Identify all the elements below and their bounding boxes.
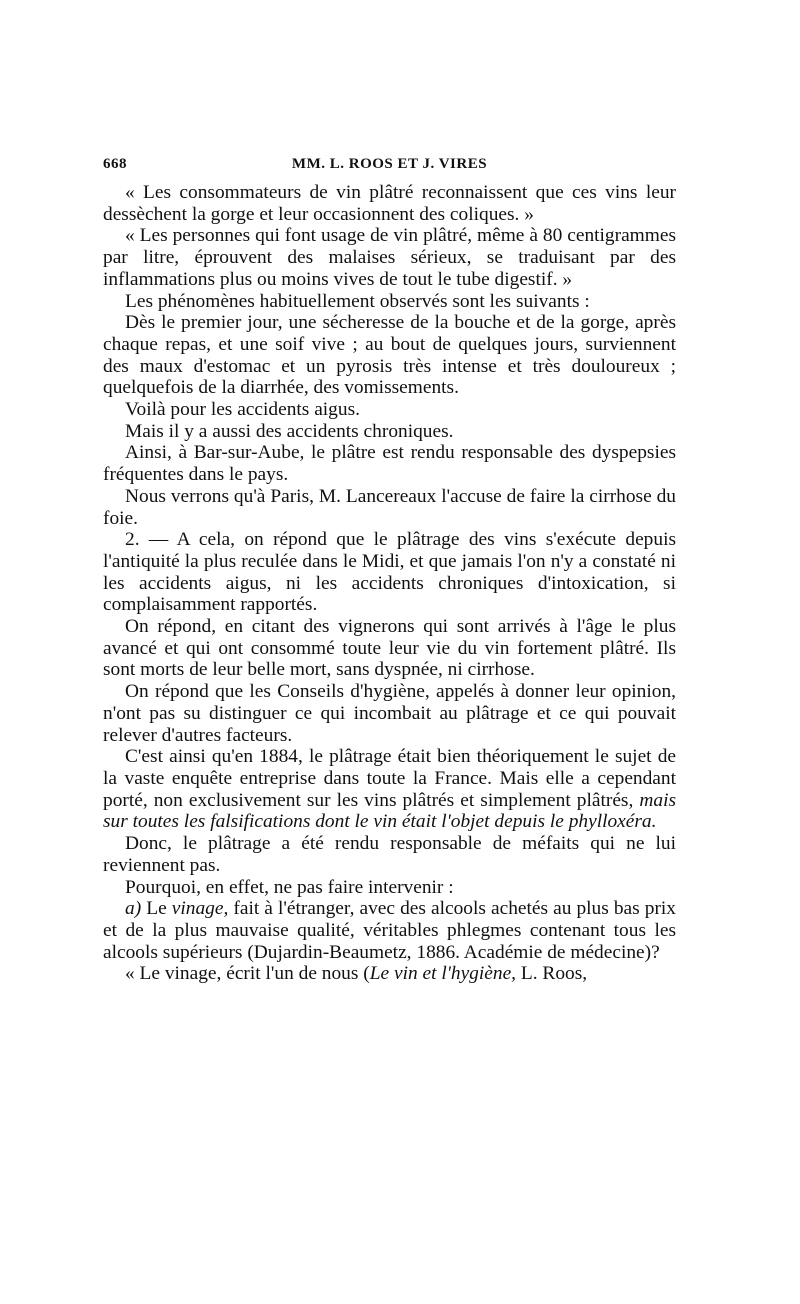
paragraph-phenomenes: Les phénomènes habituellement observés sont les suivants : xyxy=(125,290,590,312)
page-number: 668 xyxy=(103,156,127,172)
paragraph-vinage xyxy=(103,898,676,963)
paragraph-bar-sur-aube: Ainsi, à Bar-sur-Aube, le plâtre est rendu responsable des dyspepsies fréquentes dans le pays. xyxy=(103,442,676,486)
paragraph-quote-2: « Les personnes qui font usage de vin plâtré, même à 80 centigrammes par litre, éprouvent des malaises sérieux, se traduisant par des inflammations plus ou moins vives de tout le tube digestif. » xyxy=(103,225,676,290)
vinage-after: fait à l'étranger, avec des alcools achetés au plus bas prix et de la plus mauvaise qualité, véritables phlegmes contenant tous les alcools supérieurs (Dujardin-Beaumetz, 1886. Académie de médecine)? xyxy=(103,898,677,963)
running-title: MM. L. ROOS ET J. VIRES xyxy=(291,156,488,172)
list-label: a) xyxy=(125,898,142,920)
body-text xyxy=(103,182,676,985)
citation-after: L. Roos, xyxy=(520,963,588,985)
paragraph-citation xyxy=(103,963,676,985)
paragraph-vignerons: On répond, en citant des vignerons qui sont arrivés à l'âge le plus avancé et qui ont consommé toute leur vie du vin fortement plâtré. Ils sont morts de leur belle mort, sans dyspnée, ni cirrhose. xyxy=(103,616,676,681)
paragraph-accidents-aigus: Voilà pour les accidents aigus. xyxy=(125,399,360,421)
citation-italic: Le vin et l'hygiène, xyxy=(369,963,517,985)
paragraph-symptoms: Dès le premier jour, une sécheresse de la bouche et de la gorge, après chaque repas, et une soif vive ; au bout de quelques jours, surviennent des maux d'estomac et un pyrosis très intense et très douloureux ; quelquefois de la diarrhée, des vomissements. xyxy=(103,312,676,399)
paragraph-conseils: On répond que les Conseils d'hygiène, appelés à donner leur opinion, n'ont pas su distinguer ce qui incombait au plâtrage et ce qui pouvait relever d'autres facteurs. xyxy=(103,681,676,746)
paragraph-pourquoi: Pourquoi, en effet, ne pas faire intervenir : xyxy=(125,876,454,898)
book-page xyxy=(103,150,676,985)
page-header xyxy=(103,150,676,178)
vinage-italic: vinage, xyxy=(171,898,229,920)
citation-before: « Le vinage, écrit l'un de nous ( xyxy=(125,963,370,985)
paragraph-donc: Donc, le plâtrage a été rendu responsable de méfaits qui ne lui reviennent pas. xyxy=(103,833,676,876)
vinage-before: Le xyxy=(146,898,167,920)
paragraph-section-2: 2. — A cela, on répond que le plâtrage des vins s'exécute depuis l'antiquité la plus reculée dans le Midi, et que jamais l'on n'y a constaté ni les accidents aigus, ni les accidents chroniques d'intoxication, si complaisamment rapportés. xyxy=(103,529,676,616)
paragraph-accidents-chroniques: Mais il y a aussi des accidents chroniques. xyxy=(125,420,454,442)
enquete-italic: mais sur toutes les falsifications dont le vin était l'objet depuis le phylloxéra. xyxy=(103,789,677,833)
paragraph-lancereaux: Nous verrons qu'à Paris, M. Lancereaux l'accuse de faire la cirrhose du foie. xyxy=(103,485,676,529)
paragraph-quote-1: « Les consommateurs de vin plâtré reconnaissent que ces vins leur dessèchent la gorge et leur occasionnent des coliques. » xyxy=(103,182,676,225)
paragraph-enquete xyxy=(103,746,676,833)
enquete-text: C'est ainsi qu'en 1884, le plâtrage était bien théoriquement le sujet de la vaste enquête entreprise dans toute la France. Mais elle a cependant porté, non exclusivement sur les vins plâtrés et simplement plâtrés, xyxy=(103,746,676,811)
